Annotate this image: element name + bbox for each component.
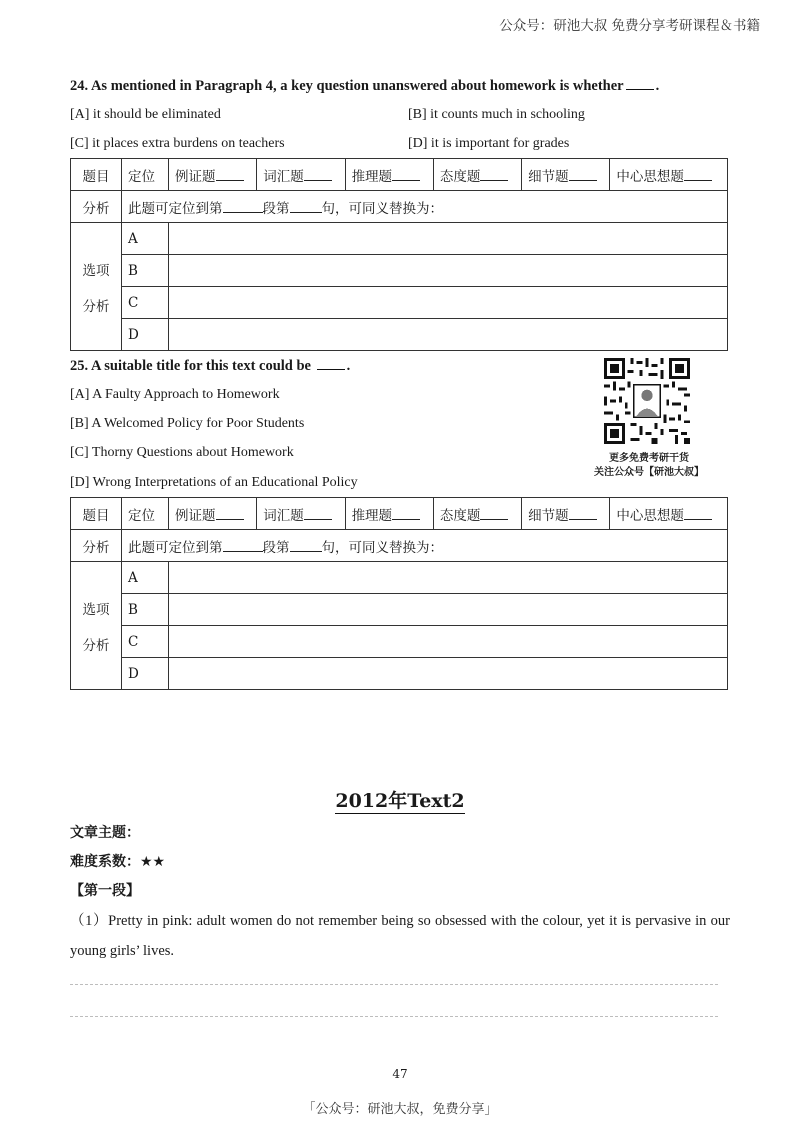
type-attitude: 态度题 — [433, 159, 521, 191]
option-25-d: [D] Wrong Interpretations of an Educational Policy — [70, 475, 358, 490]
option-analysis-cell[interactable] — [169, 562, 728, 594]
option-analysis-cell[interactable] — [169, 287, 728, 319]
question-25-period: . — [346, 358, 351, 374]
row-label-topic: 题目 — [71, 498, 122, 530]
type-attitude: 态度题 — [433, 498, 521, 530]
table-row — [71, 191, 728, 223]
table-row — [71, 594, 728, 626]
qr-caption — [588, 452, 710, 480]
option-24-b: [B] it counts much in schooling — [408, 107, 585, 122]
page-number: 47 — [392, 1067, 408, 1081]
qr-code-image — [604, 358, 690, 444]
section-title: 2012年Text2 — [335, 790, 465, 812]
option-letter-a: A — [122, 223, 169, 255]
option-25-b: [B] A Welcomed Policy for Poor Students — [70, 416, 305, 431]
analysis-table-25 — [70, 497, 728, 690]
option-letter-c: C — [122, 626, 169, 658]
row-label-analysis: 分析 — [71, 191, 122, 223]
type-locate: 定位 — [122, 498, 169, 530]
question-24-text: 24. As mentioned in Paragraph 4, a key question unanswered about homework is whether — [70, 78, 624, 94]
header-watermark-note: 公众号：研池大叔 免费分享考研课程＆书籍 — [499, 18, 760, 34]
table-row — [71, 159, 728, 191]
option-analysis-cell[interactable] — [169, 223, 728, 255]
table-row — [71, 498, 728, 530]
option-letter-b: B — [122, 255, 169, 287]
table-row — [71, 562, 728, 594]
type-detail: 细节题 — [522, 498, 610, 530]
locate-instruction: 此题可定位到第 段第 句，可同义替换为： — [122, 530, 728, 562]
difficulty-label: 难度系数： — [70, 854, 140, 870]
option-analysis-cell[interactable] — [169, 319, 728, 351]
locate-instruction: 此题可定位到第 段第 句，可同义替换为： — [122, 191, 728, 223]
option-analysis-cell[interactable] — [169, 626, 728, 658]
theme-label: 文章主题： — [70, 825, 140, 841]
question-25-text: 25. A suitable title for this text could be — [70, 358, 311, 374]
question-24-period: . — [655, 78, 660, 94]
table-row — [71, 658, 728, 690]
qr-caption-line-1: 更多免费考研干货 — [609, 453, 689, 464]
table-row — [71, 626, 728, 658]
footer-watermark-note: 「公众号：研池大叔，免费分享」 — [302, 1102, 498, 1117]
option-analysis-cell[interactable] — [169, 658, 728, 690]
type-detail: 细节题 — [522, 159, 610, 191]
option-letter-a: A — [122, 562, 169, 594]
table-row — [71, 319, 728, 351]
option-analysis-cell[interactable] — [169, 255, 728, 287]
type-example: 例证题 — [169, 498, 257, 530]
answer-line-dashed[interactable] — [70, 984, 718, 985]
type-inference: 推理题 — [345, 498, 433, 530]
option-24-a: [A] it should be eliminated — [70, 107, 221, 122]
type-main-idea: 中心思想题 — [610, 498, 728, 530]
answer-blank — [317, 369, 345, 370]
table-row — [71, 287, 728, 319]
qr-caption-line-2: 关注公众号【研池大叔】 — [594, 467, 704, 478]
row-label-options: 选项 分析 — [71, 223, 122, 351]
option-25-c: [C] Thorny Questions about Homework — [70, 445, 294, 460]
type-vocabulary: 词汇题 — [257, 159, 345, 191]
paragraph-label: 【第一段】 — [70, 883, 140, 899]
star-rating: ★★ — [140, 854, 166, 870]
row-label-options: 选项 分析 — [71, 562, 122, 690]
option-letter-d: D — [122, 319, 169, 351]
table-row — [71, 255, 728, 287]
option-25-a: [A] A Faulty Approach to Homework — [70, 387, 280, 402]
type-main-idea: 中心思想题 — [610, 159, 728, 191]
question-25-title — [70, 358, 350, 375]
option-letter-b: B — [122, 594, 169, 626]
option-letter-c: C — [122, 287, 169, 319]
answer-blank — [626, 89, 654, 90]
question-24-title — [70, 78, 659, 95]
type-vocabulary: 词汇题 — [257, 498, 345, 530]
table-row — [71, 223, 728, 255]
type-inference: 推理题 — [345, 159, 433, 191]
type-locate: 定位 — [122, 159, 169, 191]
row-label-analysis: 分析 — [71, 530, 122, 562]
option-24-d: [D] it is important for grades — [408, 136, 570, 151]
difficulty-row — [70, 851, 165, 871]
analysis-table-24 — [70, 158, 728, 351]
option-24-c: [C] it places extra burdens on teachers — [70, 136, 285, 151]
option-letter-d: D — [122, 658, 169, 690]
row-label-topic: 题目 — [71, 159, 122, 191]
passage-sentence: （1）Pretty in pink: adult women do not remember being so obsessed with the colour, yet it is pervasive in our young girls’ lives. — [70, 913, 730, 959]
type-example: 例证题 — [169, 159, 257, 191]
table-row — [71, 530, 728, 562]
answer-line-dashed[interactable] — [70, 1016, 718, 1017]
option-analysis-cell[interactable] — [169, 594, 728, 626]
